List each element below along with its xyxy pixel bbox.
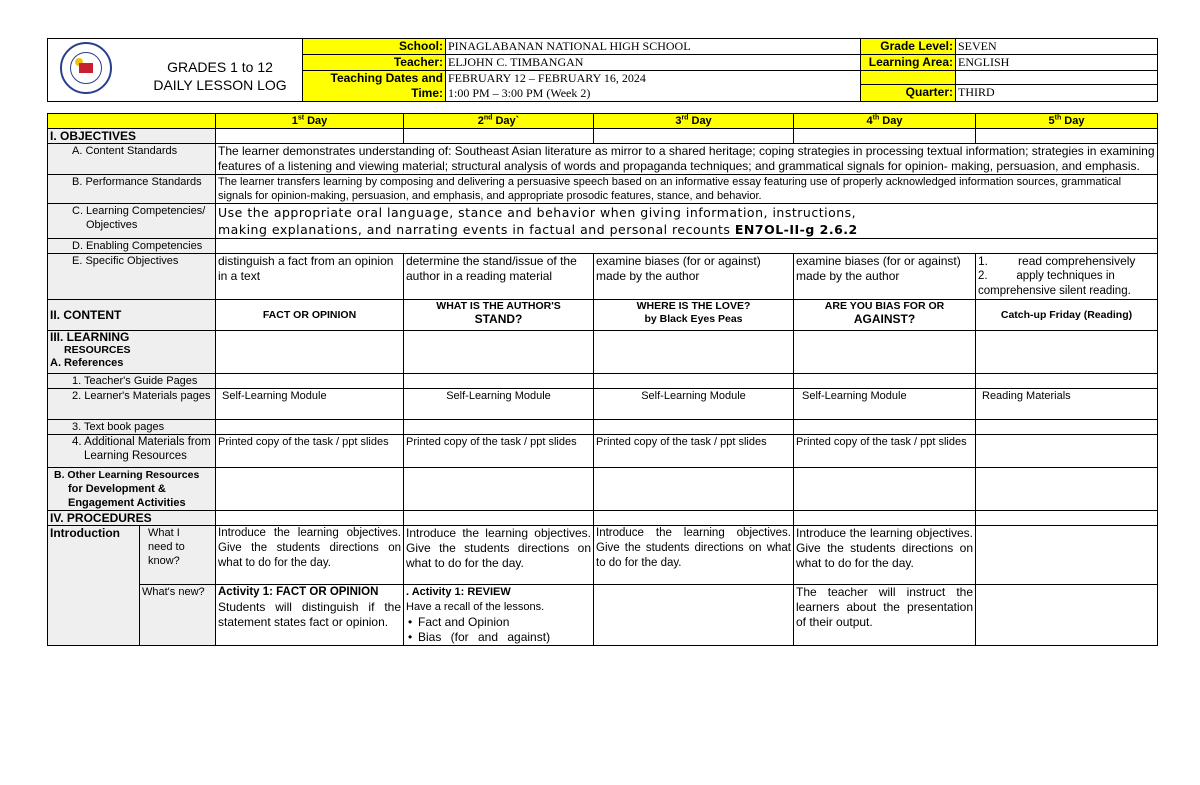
review-bullet: • Fact and Opinion <box>418 615 591 630</box>
empty-cell <box>404 468 594 511</box>
performance-standards-row <box>48 175 1158 204</box>
quarter-value-spacer <box>956 71 1158 85</box>
enabling-row <box>48 239 1158 254</box>
other-label-line-1: B. Other Learning Resources <box>54 469 200 481</box>
content-day-4-line-1: ARE YOU BIAS FOR OR <box>824 300 945 312</box>
empty-cell <box>976 374 1158 389</box>
school-value: PINAGLABANAN NATIONAL HIGH SCHOOL <box>446 39 861 55</box>
header-table <box>47 38 1158 102</box>
empty-cell <box>976 129 1158 144</box>
empty-cell <box>216 239 1158 254</box>
learner-materials-day-1: Self-Learning Module <box>216 389 404 420</box>
what-know-line-1: What I <box>148 527 180 539</box>
empty-cell <box>216 468 404 511</box>
procedures-heading: IV. PROCEDURES <box>48 511 216 526</box>
textbook-row <box>48 420 1158 435</box>
school-label: School: <box>303 39 446 55</box>
learning-resources-row <box>48 331 1158 374</box>
content-standards-text: The learner demonstrates understanding of: Southeast Asian literature as mirror to a shared heritage; coping strategies in processing textual information; strategies in examining features of a listening and viewing material; structural analysis of words and propaganda techniques; and grammatical signals for opinion- making, persuasion, and emphasis. <box>216 144 1158 175</box>
whats-new-day-1 <box>216 585 404 646</box>
empty-cell <box>976 585 1158 646</box>
enabling-label: D. Enabling Competencies <box>48 239 216 254</box>
empty-cell <box>594 468 794 511</box>
competencies-line-2: making explanations, and narrating events in factual and personal recounts EN7OL-II-g 2.6.2 <box>218 222 858 237</box>
area-label: Learning Area: <box>861 55 956 71</box>
competencies-label <box>48 204 216 239</box>
content-day-4 <box>794 300 976 331</box>
activity-review-title: . Activity 1: REVIEW <box>406 586 511 598</box>
days-header-blank <box>48 114 216 129</box>
title-line-1: GRADES 1 to 12 <box>167 59 273 75</box>
content-day-3-line-1: WHERE IS THE LOVE? <box>636 300 751 312</box>
dates-value <box>446 71 861 102</box>
teacher-guide-row <box>48 374 1158 389</box>
competency-code: EN7OL-II-g 2.6.2 <box>734 222 858 237</box>
resources-heading-line-1: III. LEARNING <box>50 330 130 344</box>
content-standards-row <box>48 144 1158 175</box>
teacher-value: ELJOHN C. TIMBANGAN <box>446 55 861 71</box>
specific-day-5-item: 1. read comprehensively <box>978 254 1136 268</box>
activity-1-title: Activity 1: FACT OR OPINION <box>218 586 379 598</box>
what-know-line-2: need to <box>148 541 185 553</box>
empty-cell <box>404 511 594 526</box>
empty-cell <box>216 420 404 435</box>
resources-heading-line-2: RESOURCES <box>64 344 131 356</box>
dates-value-line-1: FEBRUARY 12 – FEBRUARY 16, 2024 <box>448 71 646 85</box>
specific-label: E. Specific Objectives <box>48 254 216 300</box>
empty-cell <box>976 435 1158 468</box>
competencies-row <box>48 204 1158 239</box>
day-4-header: 4th Day <box>794 114 976 129</box>
what-know-row <box>48 526 1158 585</box>
specific-day-3: examine biases (for or against) made by the author <box>594 254 794 300</box>
specific-day-1: distinguish a fact from an opinion in a text <box>216 254 404 300</box>
content-day-3-line-2: by Black Eyes Peas <box>644 313 743 325</box>
learner-materials-row <box>48 389 1158 420</box>
empty-cell <box>794 420 976 435</box>
empty-cell <box>216 129 404 144</box>
other-label-line-2: for Development & <box>68 483 166 495</box>
competencies-text <box>216 204 1158 239</box>
lesson-log-table <box>47 113 1158 646</box>
specific-day-2: determine the stand/issue of the author in a reading material <box>404 254 594 300</box>
references-heading: A. References <box>50 357 124 369</box>
what-know-day-1: Introduce the learning objectives. Give the students directions on what to do for the day. <box>216 526 404 585</box>
empty-cell <box>594 331 794 374</box>
empty-cell <box>976 526 1158 585</box>
content-standards-label: A. Content Standards <box>48 144 216 175</box>
additional-day-3: Printed copy of the task / ppt slides <box>594 435 794 468</box>
additional-day-4: Printed copy of the task / ppt slides <box>794 435 976 468</box>
empty-cell <box>976 331 1158 374</box>
other-resources-label <box>48 468 216 511</box>
additional-materials-label <box>48 435 216 468</box>
day-5-header: 5th Day <box>976 114 1158 129</box>
textbook-label: 3. Text book pages <box>48 420 216 435</box>
what-know-day-2: Introduce the learning objectives. Give the students directions on what to do for the day. <box>404 526 594 585</box>
days-header-row <box>48 114 1158 129</box>
other-resources-row <box>48 468 1158 511</box>
learner-materials-day-3: Self-Learning Module <box>594 389 794 420</box>
content-day-1: FACT OR OPINION <box>216 300 404 331</box>
specific-objectives-row <box>48 254 1158 300</box>
additional-label-line-1: 4. Additional Materials from <box>72 436 211 448</box>
resources-heading <box>48 331 216 374</box>
empty-cell <box>216 374 404 389</box>
what-know-label <box>140 526 216 585</box>
content-day-2-line-2: STAND? <box>474 312 523 326</box>
empty-cell <box>594 420 794 435</box>
empty-cell <box>594 129 794 144</box>
day-1-header: 1st Day <box>216 114 404 129</box>
review-bullet-list <box>406 615 591 645</box>
learner-materials-day-5: Reading Materials <box>976 389 1158 420</box>
grade-label: Grade Level: <box>861 39 956 55</box>
empty-cell <box>794 129 976 144</box>
objectives-heading: I. OBJECTIVES <box>48 129 216 144</box>
area-value: ENGLISH <box>956 55 1158 71</box>
empty-cell <box>794 468 976 511</box>
logo-area <box>48 39 303 102</box>
empty-cell <box>404 331 594 374</box>
teacher-guide-label: 1. Teacher's Guide Pages <box>48 374 216 389</box>
empty-cell <box>794 511 976 526</box>
additional-label-line-2: Learning Resources <box>84 450 187 462</box>
empty-cell <box>976 420 1158 435</box>
introduction-label: Introduction <box>48 526 140 646</box>
activity-1-text: Students will distinguish if the statement states fact or opinion. <box>218 600 401 629</box>
empty-cell <box>594 374 794 389</box>
empty-cell <box>404 129 594 144</box>
what-know-day-4: Introduce the learning objectives. Give the students directions on what to do for the day. <box>794 526 976 585</box>
specific-day-5-item: 2. apply techniques in comprehensive silent reading. <box>978 270 1131 297</box>
what-know-line-3: know? <box>148 555 180 567</box>
dates-value-line-2: 1:00 PM – 3:00 PM (Week 2) <box>448 86 591 100</box>
procedures-row <box>48 511 1158 526</box>
what-know-day-3: Introduce the learning objectives. Give the students directions on what to do for the day. <box>594 526 794 585</box>
review-bullet: • Bias (for and against) <box>418 630 591 645</box>
empty-cell <box>976 511 1158 526</box>
whats-new-day-2 <box>404 585 594 646</box>
empty-cell <box>404 420 594 435</box>
competencies-label-line-1: C. Learning Competencies/ <box>72 205 206 217</box>
competencies-label-line-2: Objectives <box>86 219 138 231</box>
empty-cell <box>216 331 404 374</box>
performance-standards-label: B. Performance Standards <box>48 175 216 204</box>
content-day-2-line-1: WHAT IS THE AUTHOR'S <box>436 300 561 312</box>
learner-materials-day-2: Self-Learning Module <box>404 389 594 420</box>
content-row <box>48 300 1158 331</box>
day-2-header: 2nd Day` <box>404 114 594 129</box>
specific-day-5 <box>976 254 1158 300</box>
empty-cell <box>594 511 794 526</box>
quarter-value: THIRD <box>956 84 1158 101</box>
content-heading: II. CONTENT <box>48 300 216 331</box>
whats-new-day-4: The teacher will instruct the learners about the presentation of their output. <box>794 585 976 646</box>
title-line-2: DAILY LESSON LOG <box>153 77 287 93</box>
quarter-spacer <box>861 71 956 85</box>
whats-new-row <box>48 585 1158 646</box>
content-day-3 <box>594 300 794 331</box>
empty-cell <box>216 511 404 526</box>
learner-materials-label: 2. Learner's Materials pages <box>48 389 216 420</box>
additional-day-1: Printed copy of the task / ppt slides <box>216 435 404 468</box>
performance-standards-text: The learner transfers learning by composing and delivering a persuasive speech based on an informative essay featuring use of properly acknowledged information sources, grammatical signals for opinion-making, persuasion, and emphasis, and appropriate prosodic features, stance, and behavior. <box>216 175 1158 204</box>
activity-review-text: Have a recall of the lessons. <box>406 601 545 613</box>
objectives-section-row <box>48 129 1158 144</box>
whats-new-label: What's new? <box>140 585 216 646</box>
teacher-label: Teacher: <box>303 55 446 71</box>
quarter-label: Quarter: <box>861 84 956 101</box>
additional-day-2: Printed copy of the task / ppt slides <box>404 435 594 468</box>
empty-cell <box>404 374 594 389</box>
grade-value: SEVEN <box>956 39 1158 55</box>
specific-day-4: examine biases (for or against) made by the author <box>794 254 976 300</box>
additional-materials-row <box>48 435 1158 468</box>
day-3-header: 3rd Day <box>594 114 794 129</box>
content-day-2 <box>404 300 594 331</box>
content-day-4-line-2: AGAINST? <box>853 312 916 326</box>
content-day-5: Catch-up Friday (Reading) <box>976 300 1158 331</box>
dates-label: Teaching Dates and Time: <box>303 71 446 102</box>
learner-materials-day-4: Self-Learning Module <box>794 389 976 420</box>
competencies-line-1: Use the appropriate oral language, stance and behavior when giving information, instructions, <box>218 205 857 220</box>
empty-cell <box>794 374 976 389</box>
empty-cell <box>976 468 1158 511</box>
other-label-line-3: Engagement Activities <box>68 497 186 509</box>
empty-cell <box>794 331 976 374</box>
empty-cell <box>594 585 794 646</box>
